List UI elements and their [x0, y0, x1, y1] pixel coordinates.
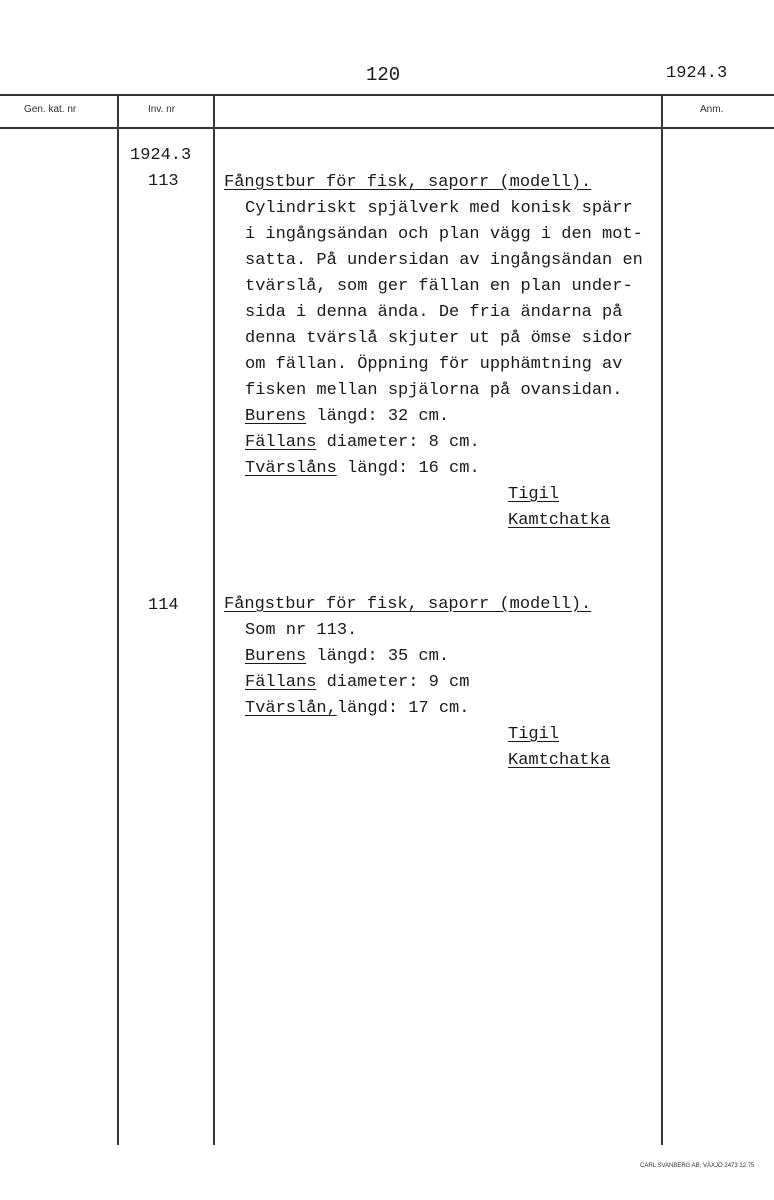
- measurement-label: Burens: [245, 407, 307, 426]
- measurement-label: Tvärslåns: [245, 459, 337, 478]
- description-line: i ingångsändan och plan vägg i den mot-: [245, 225, 643, 244]
- description-line: Som nr 113.: [245, 621, 358, 640]
- measurement-value: längd: 32 cm.: [306, 407, 450, 426]
- measurement-value: längd: 17 cm.: [336, 699, 470, 718]
- measurement-label: Fällans: [245, 433, 317, 452]
- measurement-label: Tvärslån,: [245, 699, 337, 718]
- measurement-value: längd: 35 cm.: [306, 647, 450, 666]
- entry-title: Fångstbur för fisk, saporr (modell).: [224, 173, 592, 192]
- inv-number-114: 114: [148, 596, 179, 615]
- column-divider-anm: [661, 95, 663, 1145]
- entry-title: Fångstbur för fisk, saporr (modell).: [224, 595, 592, 614]
- description-line: tvärslå, som ger fällan en plan under-: [245, 277, 633, 296]
- measurement-value: diameter: 9 cm: [316, 673, 470, 692]
- printer-imprint: CARL SVANBERG AB, VÄXJÖ 2473 12 75: [640, 1163, 755, 1169]
- measurement-value: diameter: 8 cm.: [316, 433, 480, 452]
- measurement-line: [245, 670, 660, 696]
- provenance-place: Kamtchatka: [508, 511, 611, 530]
- left-accession-number: 1924.3: [130, 146, 192, 165]
- column-header-gen-kat: Gen. kat. nr: [24, 104, 77, 115]
- description-line: om fällan. Öppning för upphämtning av: [245, 355, 623, 374]
- measurement-line: [245, 430, 660, 456]
- description-line: denna tvärslå skjuter ut på ömse sidor: [245, 329, 633, 348]
- description-line: fisken mellan spjälorna på ovansidan.: [245, 381, 623, 400]
- measurement-line: [245, 404, 660, 430]
- measurement-line: [245, 696, 660, 722]
- provenance-people: Tigil: [508, 485, 560, 504]
- description-line: sida i denna ända. De fria ändarna på: [245, 303, 623, 322]
- header-accession-number: 1924.3: [666, 64, 728, 83]
- page-number: 120: [366, 64, 401, 86]
- description-line: satta. På undersidan av ingångsändan en: [245, 251, 643, 270]
- measurement-value: längd: 16 cm.: [336, 459, 480, 478]
- inv-number-113: 113: [148, 172, 179, 191]
- column-divider-text: [213, 95, 215, 1145]
- measurement-line: [245, 644, 660, 670]
- catalog-entry-114: [224, 592, 660, 774]
- description-line: Cylindriskt spjälverk med konisk spärr: [245, 199, 633, 218]
- measurement-line: [245, 456, 660, 482]
- measurement-label: Burens: [245, 647, 307, 666]
- provenance-place: Kamtchatka: [508, 751, 611, 770]
- catalog-entry-113: [224, 170, 660, 534]
- column-header-inv: Inv. nr: [148, 104, 176, 115]
- column-divider-inv: [117, 95, 119, 1145]
- provenance-people: Tigil: [508, 725, 560, 744]
- measurement-label: Fällans: [245, 673, 317, 692]
- column-header-anm: Anm.: [700, 104, 724, 115]
